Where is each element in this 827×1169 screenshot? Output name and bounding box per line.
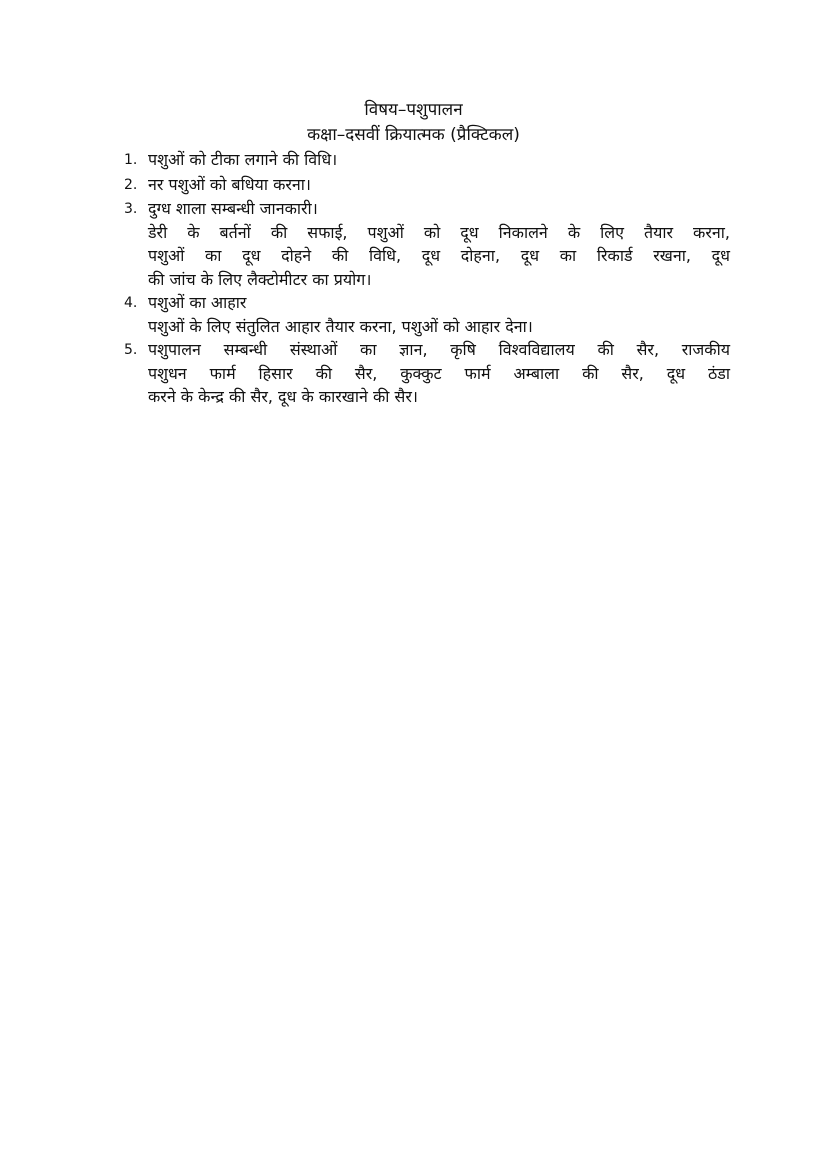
item-number: 3. (124, 201, 138, 217)
item-number: 4. (124, 295, 138, 311)
list-item (124, 148, 730, 173)
list-item (124, 173, 730, 198)
item-detail-line: डेरी के बर्तनों की सफाई, पशुओं को दूध निकालने के लिए तैयार करना, (148, 222, 730, 242)
item-heading: पशुओं का आहार (148, 293, 247, 312)
practical-list (124, 148, 730, 409)
item-number: 5. (124, 342, 138, 358)
item-number: 1. (124, 152, 138, 168)
item-detail-line: पशुओं के लिए संतुलित आहार तैयार करना, पशुओं को आहार देना। (148, 316, 533, 336)
class-title: कक्षा–दसवीं क्रियात्मक (प्रैक्टिकल) (307, 125, 520, 145)
item-detail-line: पशुओं का दूध दोहने की विधि, दूध दोहना, दूध का रिकार्ड रखना, दूध (148, 246, 730, 265)
item-detail-line: की जांच के लिए लैक्टोमीटर का प्रयोग। (148, 269, 372, 289)
subject-title: विषय–पशुपालन (364, 100, 463, 120)
item-heading: नर पशुओं को बधिया करना। (148, 174, 311, 194)
item-detail-line: करने के केन्द्र की सैर, दूध के कारखाने की सैर। (148, 387, 418, 406)
item-heading: पशुओं को टीका लगाने की विधि। (148, 150, 338, 169)
list-item (124, 197, 730, 291)
list-item (124, 291, 730, 338)
list-item (124, 338, 730, 409)
item-heading: पशुपालन सम्बन्धी संस्थाओं का ज्ञान, कृषि विश्वविद्यालय की सैर, राजकीय (148, 340, 730, 359)
item-number: 2. (124, 176, 138, 193)
item-detail-line: पशुधन फार्म हिसार की सैर, कुक्कुट फार्म अम्बाला की सैर, दूध ठंडा (148, 363, 730, 383)
item-heading: दुग्ध शाला सम्बन्धी जानकारी। (148, 199, 318, 218)
